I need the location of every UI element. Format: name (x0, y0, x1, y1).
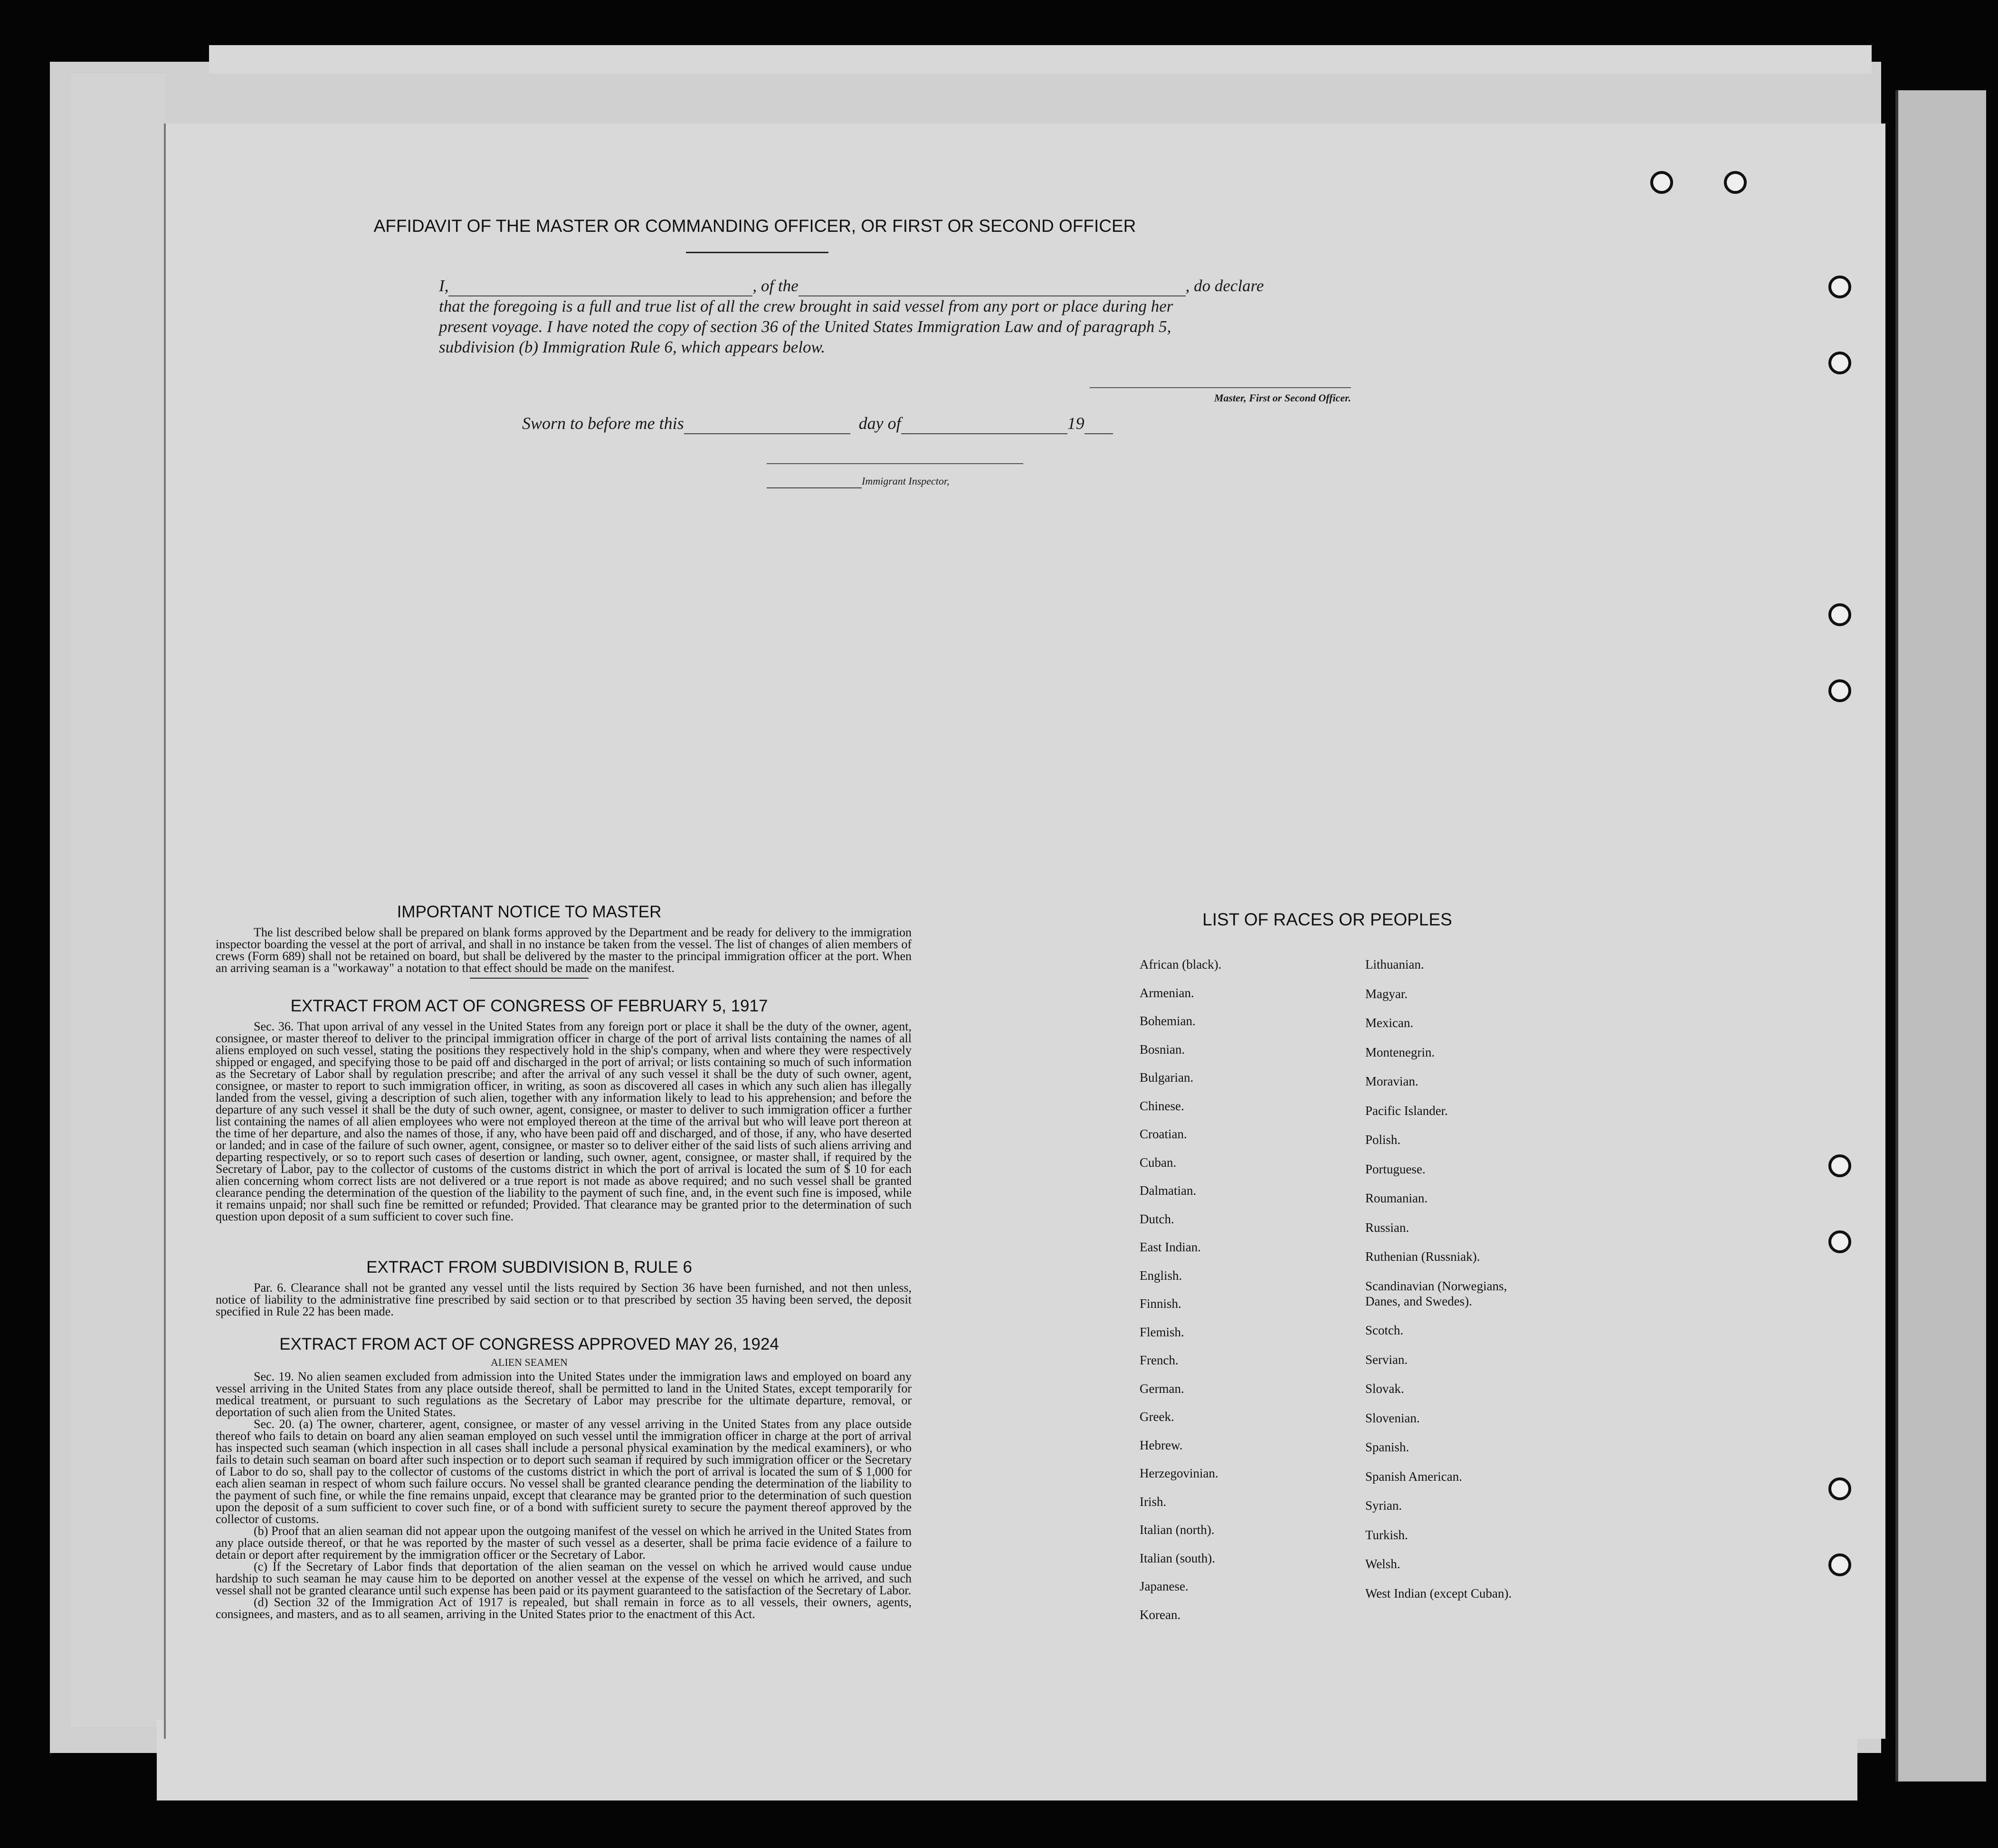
section-20b-paragraph: (b) Proof that an alien seaman did not appear upon the outgoing manifest of the vessel on which he arrived in the United States from any place outside thereof, or that he was reported by the master of such vessel as a deserter, shall be prima facie evidence of a failure to detain or deport after requirement by the immigration officer or the Secretary of Labor. (216, 1524, 912, 1562)
race-item: Portuguese. (1365, 1162, 1426, 1176)
race-item: Japanese. (1140, 1579, 1189, 1593)
signature-label: Master, First or Second Officer. (1214, 392, 1351, 404)
signature-line (1090, 387, 1351, 388)
race-item: Spanish American. (1365, 1469, 1462, 1484)
race-item: African (black). (1140, 957, 1222, 972)
inspector-blank (767, 475, 862, 488)
underlying-page-top-strip (209, 45, 1872, 74)
sworn-day: day of (858, 414, 901, 433)
race-item: East Indian. (1140, 1240, 1201, 1254)
race-item: Bulgarian. (1140, 1070, 1194, 1085)
race-item: Scandinavian (Norwegians, (1365, 1278, 1507, 1293)
race-item: Dutch. (1140, 1211, 1174, 1226)
race-item: Irish. (1140, 1494, 1167, 1509)
affidavit-declare: , do declare (1185, 276, 1264, 295)
notice-body: The list described below shall be prepared on blank forms approved by the Department and be ready for delivery to the immigration inspector boarding the vessel at the port of arrival, and shall in no instance be taken from the vessel. The list of changes of alien members of crews (Form 689) shall not be retained on board, but shall be delivered by the master to the principal immigration officer at the port. When an arriving seaman is a "workaway" a notation to that effect should be made on the manifest. (216, 925, 912, 975)
punch-hole-icon (1828, 1154, 1851, 1177)
punch-hole-icon (1828, 679, 1851, 702)
subdivision-body: Par. 6. Clearance shall not be granted any vessel until the lists required by Section 36 have been furnished, and not then unless, notice of liability to the administrative fine prescribed by said section or to that prescribed by section 35 having been served, the deposit specified in Rule 22 has been made. (216, 1281, 912, 1318)
affidavit-line-4: subdivision (b) Immigration Rule 6, which appears below. (439, 338, 826, 356)
sworn-year: 19 (1067, 414, 1085, 433)
race-item: French. (1140, 1353, 1179, 1367)
punch-hole-icon (1828, 276, 1851, 298)
punch-hole-icon (1828, 1477, 1851, 1500)
inspector-label-row (767, 475, 950, 488)
subdivision-title: EXTRACT FROM SUBDIVISION B, RULE 6 (366, 1258, 692, 1276)
race-item: Dalmatian. (1140, 1183, 1197, 1198)
race-item: Armenian. (1140, 985, 1194, 1000)
section-20d-paragraph: (d) Section 32 of the Immigration Act of 1917 is repealed, but shall remain in force as to all vessels, their owners, agents, consignees, and masters, and as to all seamen, arriving in the United States prior to the enactment of this Act. (216, 1595, 912, 1621)
affidavit-i: I, (439, 276, 449, 295)
race-item: Russian. (1365, 1220, 1409, 1235)
section-19-paragraph: Sec. 19. No alien seamen excluded from admission into the United States under the immigration laws and employed on board any vessel arriving in the United States from any place outside thereof, shall be permitted to land in the United States, except temporarily for medical treatment, or pursuant to such regulations as the Secretary of Labor may prescribe for the ultimate departure, removal, or deportation of such alien from the United States. (216, 1370, 912, 1419)
underlying-page-left-strip (71, 74, 166, 1727)
extract-1917-title: EXTRACT FROM ACT OF CONGRESS OF FEBRUARY 5, 1917 (290, 997, 768, 1015)
race-item: West Indian (except Cuban). (1365, 1586, 1512, 1600)
race-item: Italian (north). (1140, 1523, 1215, 1537)
race-item: Italian (south). (1140, 1551, 1215, 1565)
race-item: Greek. (1140, 1410, 1174, 1424)
race-item: Finnish. (1140, 1296, 1181, 1311)
race-item: Korean. (1140, 1607, 1181, 1622)
race-item: Slovenian. (1365, 1410, 1420, 1425)
affidavit-line-1 (439, 276, 1382, 296)
sworn-line (522, 413, 1113, 434)
punch-hole-icon (1828, 603, 1851, 626)
punch-hole-icon (1828, 352, 1851, 374)
race-item: Syrian. (1365, 1498, 1402, 1513)
section-20a-paragraph: Sec. 20. (a) The owner, charterer, agent, consignee, or master of any vessel arriving in the United States from any place outside thereof who fails to detain on board any alien seaman employed on such vessel until the immigration officer in charge at the port of arrival has inspected such seaman (which inspection in all cases shall include a personal physical examination by the medical examiners), or who fails to detain such seaman on board after such inspection or to deport such seaman if required by such immigration officer or the Secretary of Labor to do so, shall pay to the collector of customs of the customs district in which the port of arrival is located the sum of $ 1,000 for each alien seaman in respect of whom such failure occurs. No vessel shall be granted clearance pending the determination of the liability to the payment of such fine, or while the fine remains unpaid, except that clearance may be granted prior to the determination of such question upon the deposit of a sum sufficient to cover such fine, or of a bond with sufficient surety to secure the payment thereof approved by the collector of customs. (216, 1417, 912, 1526)
race-item: English. (1140, 1268, 1182, 1283)
race-item: Magyar. (1365, 986, 1408, 1001)
race-item: Bosnian. (1140, 1042, 1185, 1057)
race-item: Servian. (1365, 1352, 1408, 1367)
year-blank (1085, 413, 1113, 434)
month-blank (901, 413, 1067, 434)
race-item: Polish. (1365, 1133, 1401, 1147)
punch-hole-icon (1828, 1230, 1851, 1253)
race-item: Montenegrin. (1365, 1045, 1435, 1059)
affidavit-title: AFFIDAVIT OF THE MASTER OR COMMANDING OFFICER, OR FIRST OR SECOND OFFICER (373, 216, 1136, 236)
affidavit-of: , of the (752, 276, 799, 295)
race-item: Mexican. (1365, 1016, 1414, 1030)
punch-hole-icon (1650, 171, 1673, 194)
extract-1924-subtitle: ALIEN SEAMEN (491, 1356, 568, 1368)
extract-1924-body (216, 1371, 912, 1620)
race-item: Hebrew. (1140, 1438, 1183, 1452)
race-item: Croatian. (1140, 1127, 1187, 1141)
race-item: Lithuanian. (1365, 957, 1424, 972)
title-rule (686, 252, 828, 253)
race-item: Pacific Islander. (1365, 1103, 1448, 1118)
extract-1917-body: Sec. 36. That upon arrival of any vessel in the United States from any foreign port or place it shall be the duty of the owner, agent, consignee, or master thereof to deliver to the principal immigration officer in charge of the port of arrival lists containing the names of all aliens employed on such vessel, stating the positions they respectively hold in the ship's company, when and where they were respectively shipped or engaged, and specifying those to be paid off and discharged in the port of arrival; or lists containing so much of such information as the Secretary of Labor shall by regulation prescribe; and after the arrival of any such vessel it shall be the duty of such owner, agent, consignee, or master to report to such immigration officer, in writing, as soon as discovered all cases in which any such alien has illegally landed from the vessel, giving a description of such alien, together with any information likely to lead to his apprehension; and before the departure of any such vessel it shall be the duty of such owner, agent, consignee, or master to deliver to such immigration officer a further list containing the names of all alien employees who were not employed thereon at the time of the arrival but who will leave port thereon at the time of her departure, and also the names of those, if any, who have been paid off and discharged, and of those, if any, who have deserted or landed; and in case of the failure of such owner, agent, consignee, or master so to deliver either of the said lists of such aliens arriving and departing respectively, or so to report such cases of desertion or landing, such owner, agent, consignee, or master shall, if required by the Secretary of Labor, pay to the collector of customs of the customs district in which the port of arrival is located the sum of $ 10 for each alien concerning whom correct lists are not delivered or a true report is not made as above required; and no such vessel shall be granted clearance pending the determination of the question of the liability to the payment of such fine, and, in the event such fine is imposed, while it remains unpaid; nor shall such fine be remitted or refunded; Provided. That clearance may be granted prior to the determination of such question upon deposit of a sum sufficient to cover such fine. (216, 1019, 912, 1223)
race-item: Chinese. (1140, 1098, 1184, 1113)
extract-1924-title: EXTRACT FROM ACT OF CONGRESS APPROVED MAY 26, 1924 (279, 1335, 779, 1353)
race-item: Welsh. (1365, 1557, 1400, 1571)
race-item: German. (1140, 1381, 1184, 1396)
name-blank (448, 276, 752, 296)
day-blank (684, 413, 850, 434)
sworn-prefix: Sworn to before me this (522, 414, 684, 433)
binding-edge (1895, 90, 1986, 1781)
punch-hole-icon (1828, 1553, 1851, 1576)
notice-title: IMPORTANT NOTICE TO MASTER (397, 903, 662, 921)
race-item: Danes, and Swedes). (1365, 1294, 1472, 1308)
affidavit-line-2: that the foregoing is a full and true list of all the crew brought in said vessel from any port or place during her (439, 297, 1173, 315)
race-item: Ruthenian (Russniak). (1365, 1249, 1480, 1264)
race-item: Moravian. (1365, 1074, 1418, 1088)
race-item: Cuban. (1140, 1155, 1177, 1170)
affidavit-line-3: present voyage. I have noted the copy of section 36 of the United States Immigration Law and of paragraph 5, (439, 317, 1171, 336)
document-sheet (164, 124, 1885, 1739)
vessel-blank (799, 276, 1186, 296)
race-item: Roumanian. (1365, 1191, 1428, 1205)
race-item: Slovak. (1365, 1381, 1404, 1396)
race-item: Herzegovinian. (1140, 1466, 1218, 1480)
races-title: LIST OF RACES OR PEOPLES (1202, 910, 1452, 929)
notice-rule (470, 978, 589, 979)
race-item: Bohemian. (1140, 1014, 1196, 1028)
race-item: Spanish. (1365, 1440, 1409, 1454)
race-item: Scotch. (1365, 1323, 1404, 1337)
race-item: Flemish. (1140, 1324, 1184, 1339)
inspector-label: Immigrant Inspector, (862, 475, 950, 487)
race-item: Turkish. (1365, 1527, 1408, 1542)
inspector-signature-line (767, 463, 1023, 464)
punch-hole-icon (1724, 171, 1747, 194)
section-20c-paragraph: (c) If the Secretary of Labor finds that deportation of the alien seaman on the vessel on which he arrived would cause undue hardship to such seaman he may cause him to be deported on another vessel at the expense of the vessel on which he arrived, and such vessel shall not be granted clearance until such expense has been paid or its payment guaranteed to the satisfaction of the Secretary of Labor. (216, 1560, 912, 1597)
